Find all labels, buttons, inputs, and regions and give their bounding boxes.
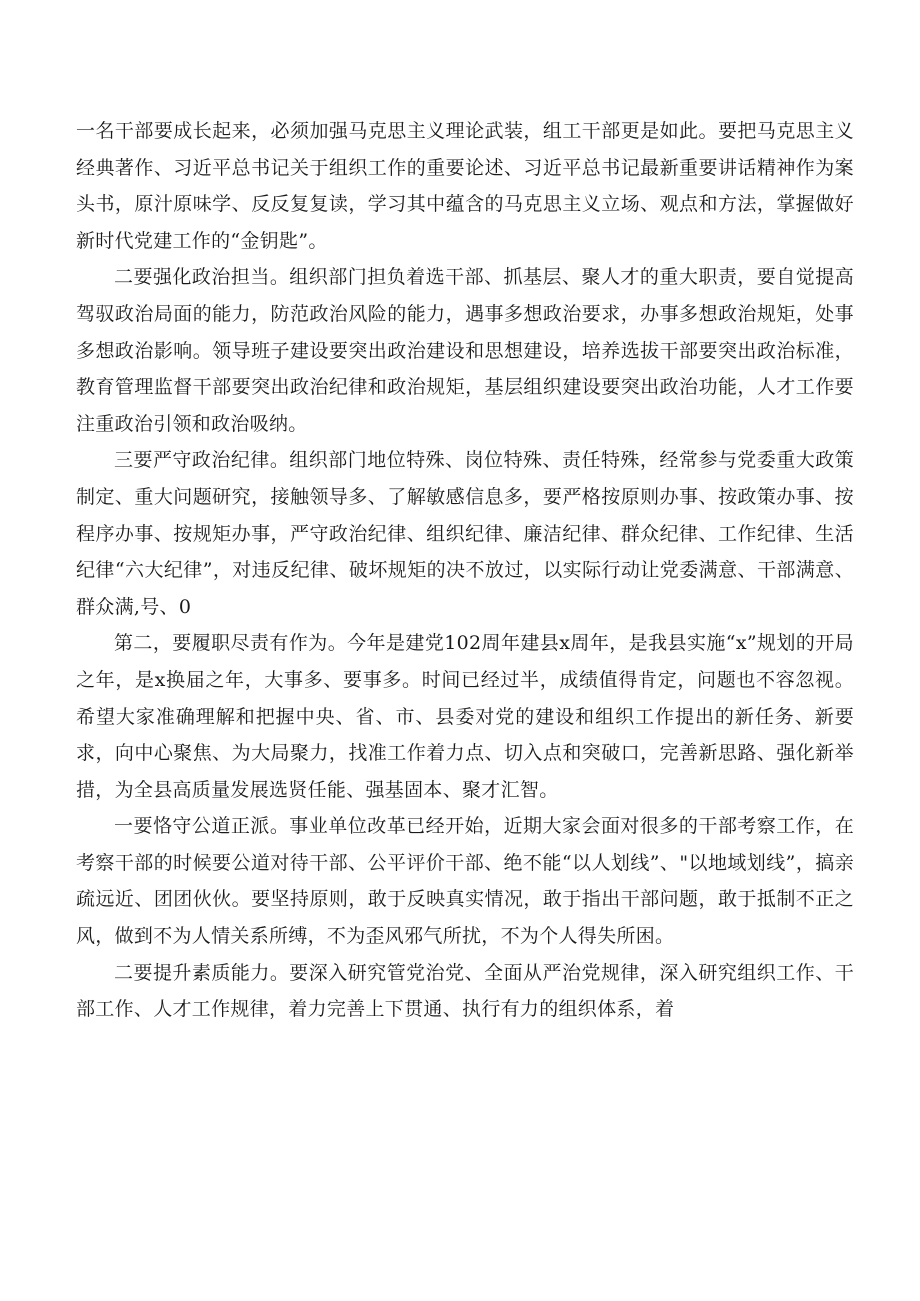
paragraph-political-discipline: 三要严守政治纪律。组织部门地位特殊、岗位特殊、责任特殊，经常参与党委重大政策制定、重大问题研究，接触领导多、了解敏感信息多，要严格按原则办事、按政策办事、按程序办事、按规矩办事，严守政治纪律、组织纪律、廉洁纪律、群众纪律、工作纪律、生活纪律“六大纪律”，对违反纪律、破坏规矩的决不放过，以实际行动让党委满意、干部满意、群众满,号、0 bbox=[76, 449, 854, 618]
paragraph-fairness-integrity: 一要恪守公道正派。事业单位改革已经开始，近期大家会面对很多的干部考察工作，在考察干部的时候要公道对待干部、公平评价干部、绝不能“以人划线”、"以地域划线”，搞亲疏远近、团团伙伙。要坚持原则，敢于反映真实情况，敢于指出干部问题，敢于抵制不正之风，做到不为人情关系所缚，不为歪风邪气所扰，不为个人得失所困。 bbox=[76, 815, 854, 948]
paragraph-theory-arming: 一名干部要成长起来，必须加强马克思主义理论武装，组工干部更是如此。要把马克思主义经典著作、习近平总书记关于组织工作的重要论述、习近平总书记最新重要讲话精神作为案头书，原汁原味学、反反复复读，学习其中蕴含的马克思主义立场、观点和方法，掌握做好新时代党建工作的“金钥匙”。 bbox=[76, 120, 854, 252]
document-body bbox=[76, 113, 854, 1028]
paragraph-quality-ability: 二要提升素质能力。要深入研究管党治党、全面从严治党规律，深入研究组织工作、干部工作、人才工作规律，着力完善上下贯通、执行有力的组织体系，着 bbox=[76, 961, 854, 1021]
paragraph-political-responsibility: 二要强化政治担当。组织部门担负着选干部、抓基层、聚人才的重大职责，要自觉提高驾驭政治局面的能力，防范政治风险的能力，遇事多想政治要求，办事多想政治规矩，处事多想政治影响。领导班子建设要突出政治建设和思想建设，培养选拔干部要突出政治标准，教育管理监督干部要突出政治纪律和政治规矩，基层组织建设要突出政治功能，人才工作要注重政治引领和政治吸纳。 bbox=[76, 266, 854, 435]
paragraph-duty-performance: 第二，要履职尽责有作为。今年是建党102周年建县x周年，是我县实施“x”规划的开局之年，是x换届之年，大事多、要事多。时间已经过半，成绩值得肯定，问题也不容忽视。希望大家准确理解和把握中央、省、市、县委对党的建设和组织工作提出的新任务、新要求，向中心聚焦、为大局聚力，找准工作着力点、切入点和突破口，完善新思路、强化新举措，为全县高质量发展选贤任能、强基固本、聚才汇智。 bbox=[76, 632, 854, 801]
